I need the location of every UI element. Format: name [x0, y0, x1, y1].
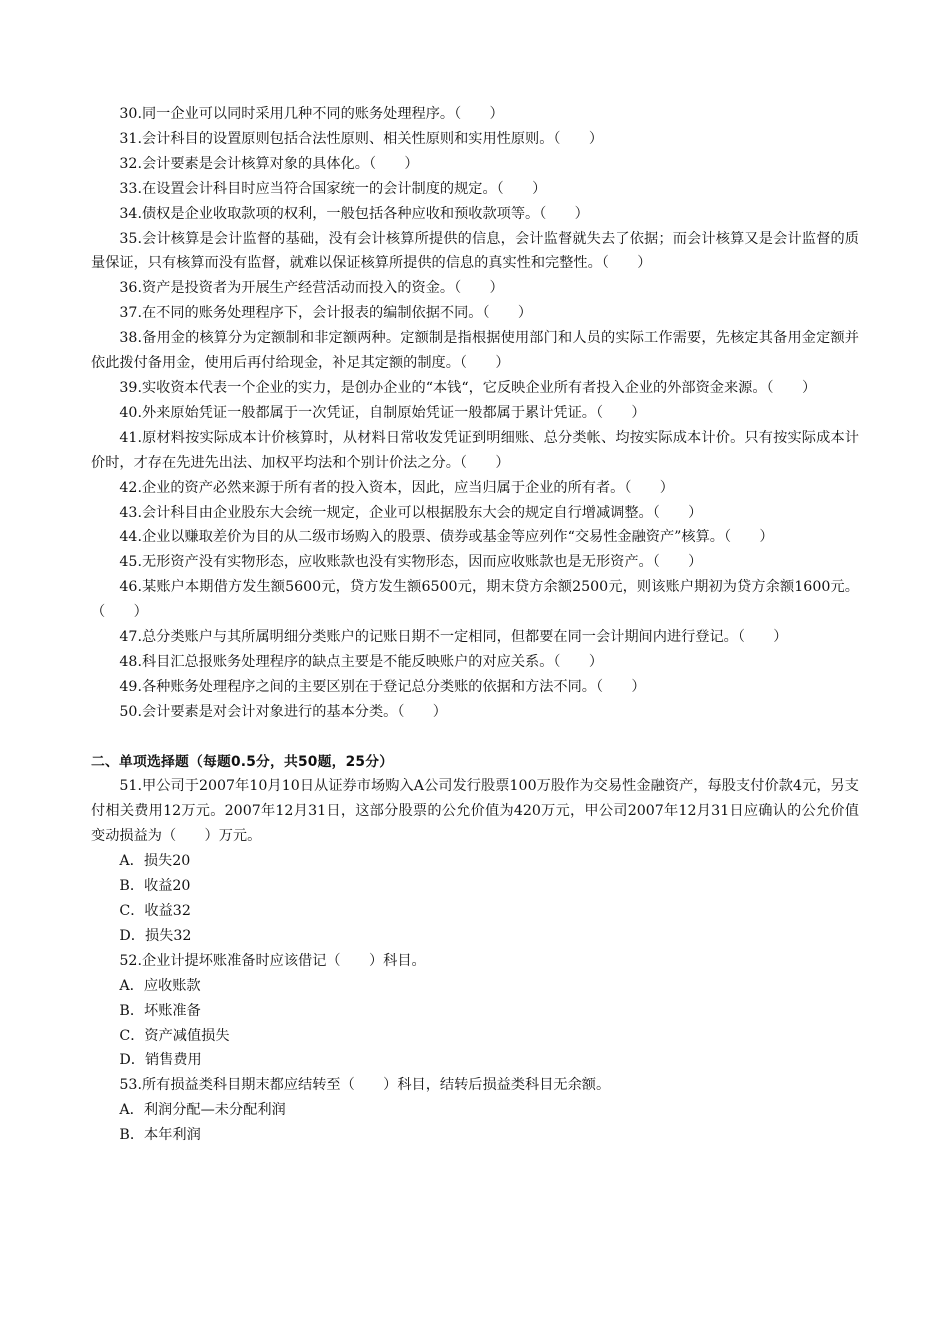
option-c: C．资产减值损失	[119, 1027, 230, 1044]
option-c: C．收益32	[119, 902, 191, 919]
option-a: A．应收账款	[119, 977, 201, 994]
judgement-item-46: 46.某账户本期借方发生额5600元，贷方发生额6500元，期末贷方余额2500元，则该账户期初为贷方余额1600元。（ ）	[91, 579, 859, 621]
judgement-item-31: 31.会计科目的设置原则包括合法性原则、相关性原则和实用性原则。（ ）	[119, 130, 604, 147]
choice-question-53	[91, 1073, 859, 1148]
judgement-item-38: 38.备用金的核算分为定额制和非定额两种。定额制是指根据使用部门和人员的实际工作需要，先核定其备用金定额并依此拨付备用金，使用后再付给现金，补足其定额的制度。（ ）	[91, 330, 859, 372]
judgement-item-49: 49.各种账务处理程序之间的主要区别在于登记总分类账的依据和方法不同。（ ）	[119, 678, 646, 695]
section-heading: 二、单项选择题（每题0.5分，共50题，25分）	[91, 753, 394, 770]
option-d: D．销售费用	[119, 1052, 202, 1069]
option-a: A．利润分配—未分配利润	[119, 1102, 286, 1119]
section-spacer	[91, 725, 859, 750]
judgement-item-40: 40.外来原始凭证一般都属于一次凭证，自制原始凭证一般都属于累计凭证。（ ）	[119, 404, 646, 421]
judgement-item-43: 43.会计科目由企业股东大会统一规定，企业可以根据股东大会的规定自行增减调整。（ ）	[119, 504, 703, 521]
judgement-item-32: 32.会计要素是会计核算对象的具体化。（ ）	[119, 155, 419, 172]
judgement-item-45: 45.无形资产没有实物形态，应收账款也没有实物形态，因而应收账款也是无形资产。（ ）	[119, 554, 703, 571]
judgement-item-48: 48.科目汇总报账务处理程序的缺点主要是不能反映账户的对应关系。（ ）	[119, 653, 604, 670]
judgement-item-33: 33.在设置会计科目时应当符合国家统一的会计制度的规定。（ ）	[119, 180, 547, 197]
option-b: B．本年利润	[119, 1127, 201, 1144]
option-b: B．收益20	[119, 878, 191, 895]
question-stem: 51.甲公司于2007年10月10日从证券市场购入A公司发行股票100万股作为交易性金融资产，每股支付价款4元，另支付相关费用12万元。2007年12月31日，这部分股票的公允价值为420万元，甲公司2007年12月31日应确认的公允价值变动损益为（ ）万元。	[91, 778, 859, 845]
judgement-item-44: 44.企业以赚取差价为目的从二级市场购入的股票、债券或基金等应列作“交易性金融资产”核算。（ ）	[119, 529, 774, 546]
judgement-item-34: 34.债权是企业收取款项的权利，一般包括各种应收和预收款项等。（ ）	[119, 205, 589, 222]
judgement-item-47: 47.总分类账户与其所属明细分类账户的记账日期不一定相同，但都要在同一会计期间内进行登记。（ ）	[119, 629, 788, 646]
judgement-question-list	[91, 102, 859, 725]
choice-question-51	[91, 774, 859, 948]
page-content	[91, 102, 859, 1148]
choice-question-52	[91, 949, 859, 1074]
judgement-item-35: 35.会计核算是会计监督的基础，没有会计核算所提供的信息，会计监督就失去了依据；而会计核算又是会计监督的质量保证，只有核算而没有监督，就难以保证核算所提供的信息的真实性和完整性。（ ）	[91, 230, 859, 272]
option-b: B．坏账准备	[119, 1002, 201, 1019]
judgement-item-41: 41.原材料按实际成本计价核算时，从材料日常收发凭证到明细账、总分类帐、均按实际成本计价。只有按实际成本计价时，才存在先进先出法、加权平均法和个别计价法之分。（ ）	[91, 429, 859, 471]
option-d: D．损失32	[119, 927, 192, 944]
question-stem: 53.所有损益类科目期末都应结转至（ ）科目，结转后损益类科目无余额。	[119, 1077, 611, 1094]
judgement-item-36: 36.资产是投资者为开展生产经营活动而投入的资金。（ ）	[119, 280, 504, 297]
judgement-item-37: 37.在不同的账务处理程序下，会计报表的编制依据不同。（ ）	[119, 305, 533, 322]
question-stem: 52.企业计提坏账准备时应该借记（ ）科目。	[119, 952, 426, 969]
option-a: A．损失20	[119, 853, 191, 870]
judgement-item-30: 30.同一企业可以同时采用几种不同的账务处理程序。（ ）	[119, 106, 504, 122]
judgement-item-39: 39.实收资本代表一个企业的实力，是创办企业的“本钱“，它反映企业所有者投入企业的外部资金来源。（ ）	[119, 379, 817, 396]
judgement-item-50: 50.会计要素是对会计对象进行的基本分类。（ ）	[119, 703, 447, 720]
judgement-item-42: 42.企业的资产必然来源于所有者的投入资本，因此，应当归属于企业的所有者。（ ）	[119, 479, 674, 496]
